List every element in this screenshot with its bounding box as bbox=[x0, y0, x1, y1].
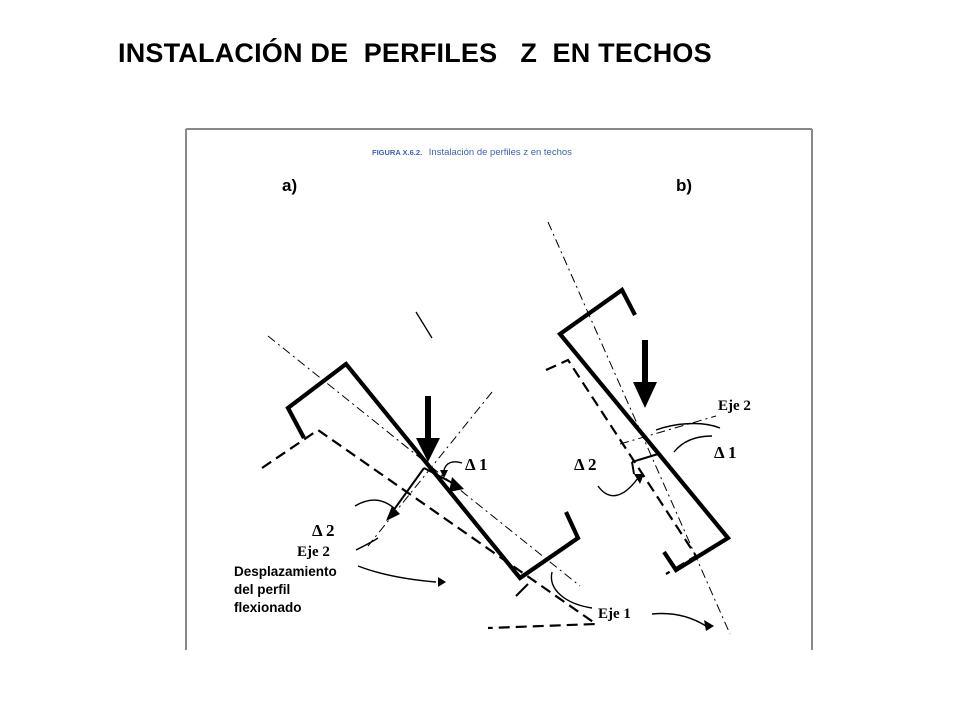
figure-caption-prefix: FIGURA X.6.2. bbox=[372, 148, 423, 157]
panel-a-axis-mark bbox=[416, 312, 432, 338]
panel-b-delta1-label: Δ 1 bbox=[714, 443, 737, 462]
panel-b-eje1-leader-left bbox=[551, 572, 592, 608]
panel-a-z-profile bbox=[288, 364, 578, 578]
panel-b-z-profile bbox=[560, 290, 728, 570]
panel-a-desplazamiento-line3: flexionado bbox=[234, 600, 302, 615]
panel-a-label: a) bbox=[282, 176, 298, 195]
figure-caption bbox=[372, 147, 572, 158]
panel-a-dash-bit bbox=[516, 584, 528, 596]
panel-a-desplazamiento-line1: Desplazamiento bbox=[234, 564, 337, 579]
panel-a-deflection-arrowhead bbox=[386, 506, 400, 521]
panel-b-displaced-profile bbox=[546, 360, 696, 574]
panel-b-dash-bit-2 bbox=[632, 462, 634, 474]
panel-a-eje2-leader bbox=[356, 538, 378, 550]
panel-a-eje2-label: Eje 2 bbox=[297, 544, 330, 560]
panel-b-eje1-leader-right bbox=[652, 614, 706, 627]
panel-a-delta2-leader bbox=[355, 500, 394, 508]
panel-a-load-arrow-head bbox=[416, 438, 440, 462]
panel-a-desplazamiento-leader-head bbox=[438, 577, 446, 587]
panel-b-delta2-leader bbox=[598, 478, 638, 496]
panel-b-delta2-label: Δ 2 bbox=[574, 455, 597, 474]
panel-a-delta1-arrowhead bbox=[449, 477, 464, 492]
panel-b-eje1-leader-head bbox=[704, 620, 714, 631]
panel-b-label: b) bbox=[676, 176, 693, 195]
panel-a bbox=[234, 176, 596, 628]
slide-title: INSTALACIÓN DE PERFILES Z EN TECHOS bbox=[118, 38, 712, 68]
panel-a-desplazamiento-line2: del perfil bbox=[234, 582, 291, 597]
figure-caption-text: Instalación de perfiles z en techos bbox=[428, 147, 572, 158]
panel-a-delta1-leader bbox=[444, 462, 462, 470]
panel-b-eje2-label: Eje 2 bbox=[718, 398, 751, 414]
panel-a-delta1-label: Δ 1 bbox=[465, 455, 488, 474]
panel-b-delta2-leader-head bbox=[634, 474, 644, 484]
panel-b-delta1-leader bbox=[674, 436, 712, 452]
panel-b-load-arrow-head bbox=[633, 382, 657, 408]
panel-b bbox=[546, 176, 751, 634]
panel-b-axis-2 bbox=[620, 416, 716, 444]
panel-b-dash-bit-1 bbox=[632, 454, 658, 462]
panel-a-delta2-label: Δ 2 bbox=[312, 521, 335, 540]
panel-a-desplazamiento-leader bbox=[358, 566, 436, 582]
panel-b-eje1-label: Eje 1 bbox=[598, 606, 631, 622]
